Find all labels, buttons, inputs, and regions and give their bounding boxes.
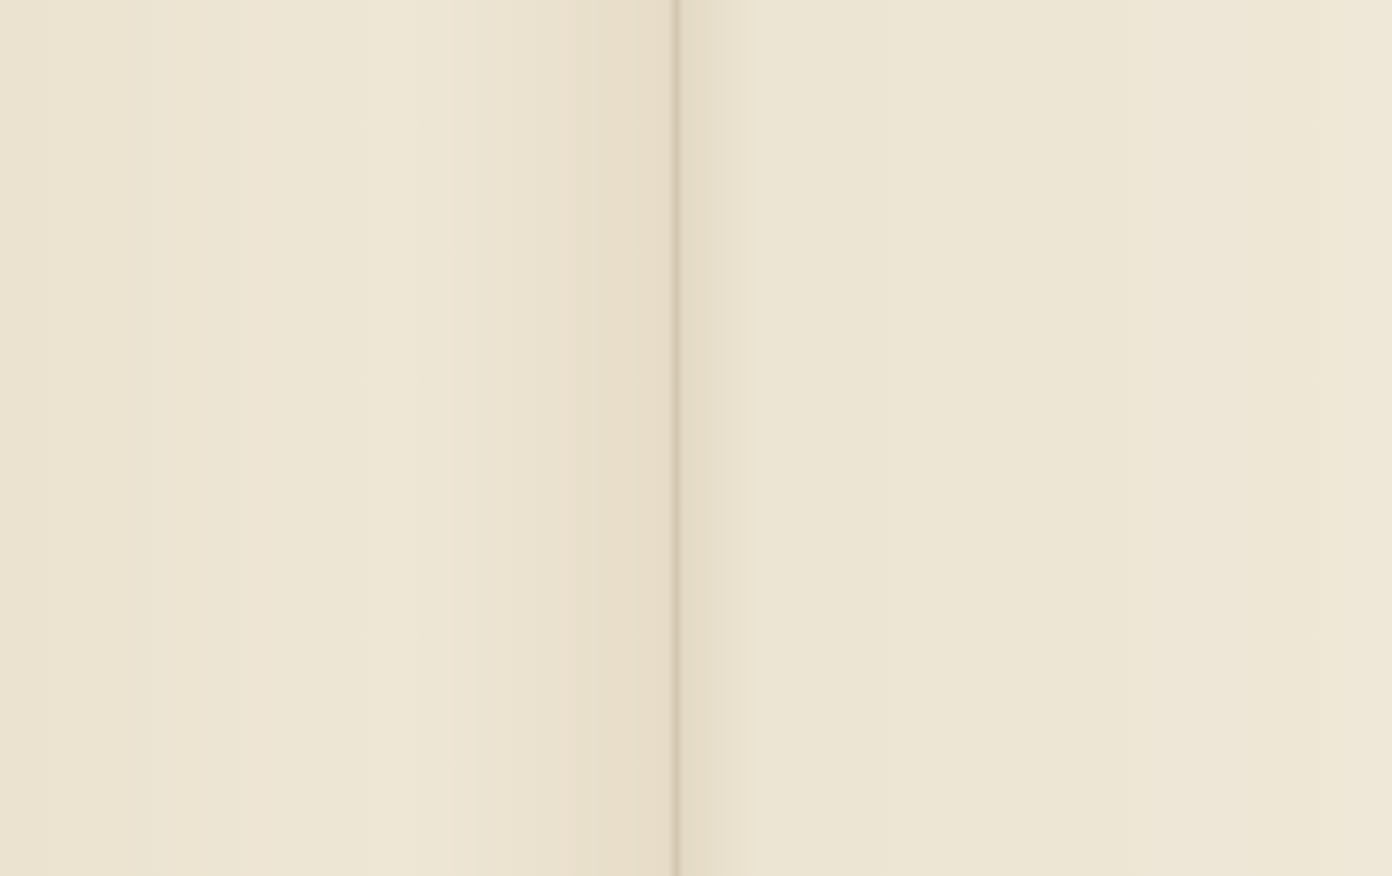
left-page xyxy=(0,0,676,876)
right-page xyxy=(676,0,1392,876)
book-gutter xyxy=(668,0,684,876)
